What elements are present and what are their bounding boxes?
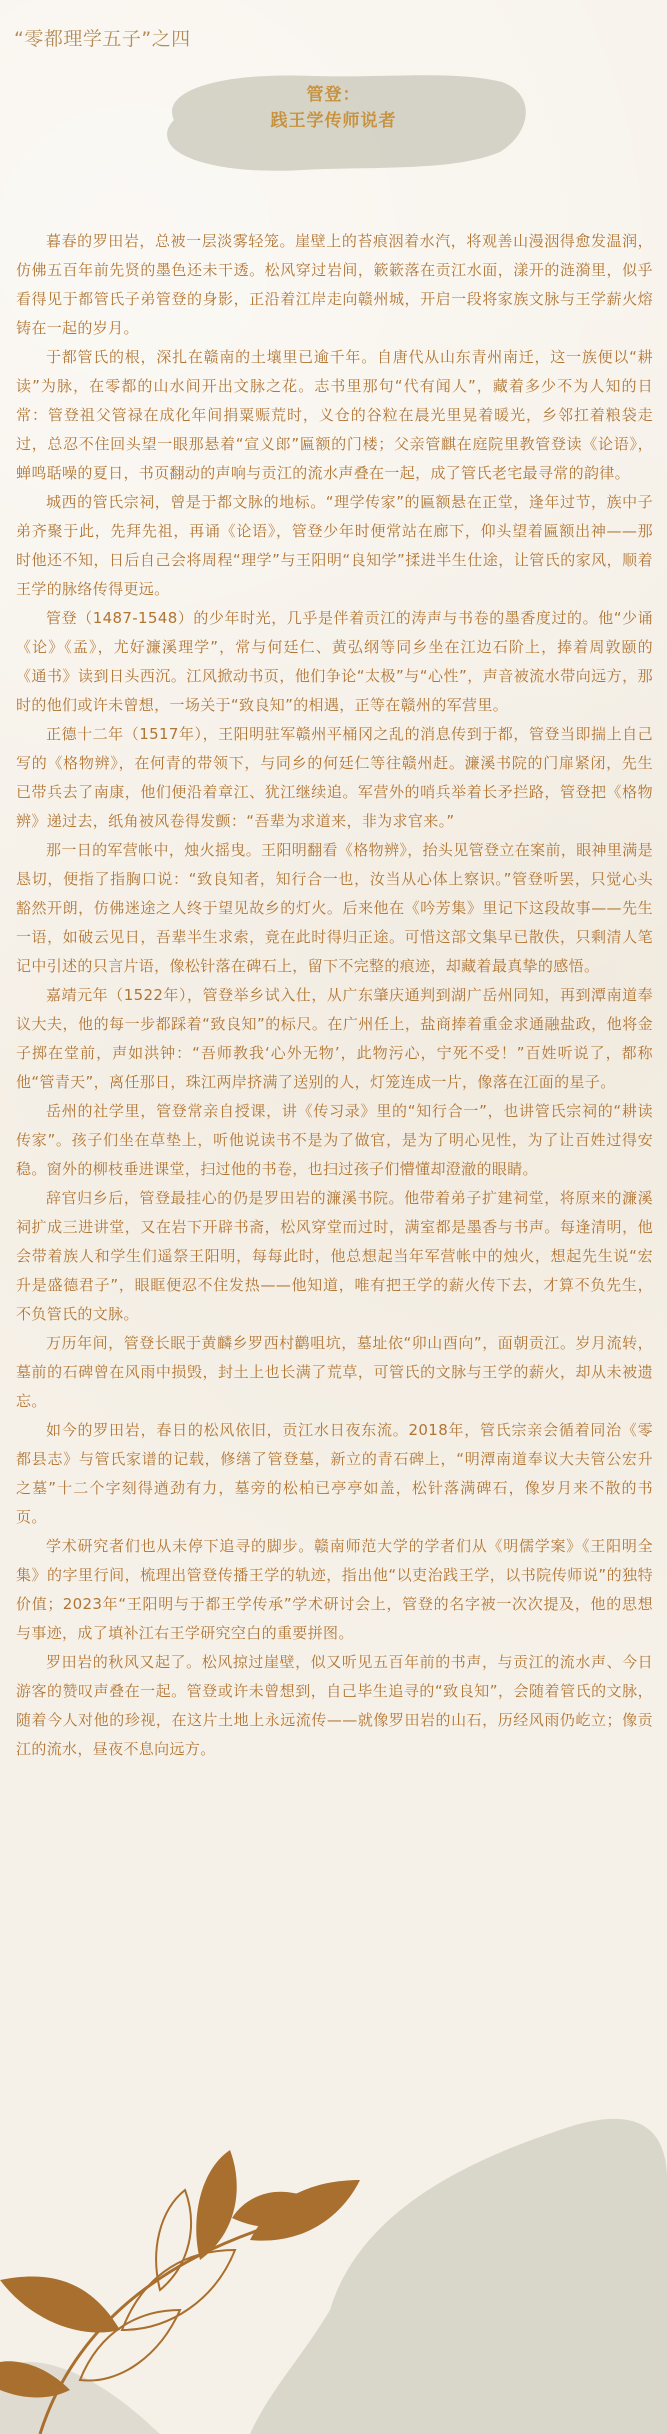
paragraph: 暮春的罗田岩，总被一层淡雾轻笼。崖壁上的苔痕洇着水汽，将观善山漫洇得愈发温润，仿佛五百年前先贤的墨色还未干透。松风穿过岩间，簌簌落在贡江水面，漾开的涟漪里，似乎看得见于都管氏子弟管登的身影，正沿着江岸走向赣州城，开启一段将家族文脉与王学薪火熔铸在一起的岁月。 bbox=[16, 232, 653, 337]
grey-ink-blob-small bbox=[0, 2362, 160, 2434]
paragraph: 万历年间，管登长眠于黄麟乡罗西村鹳咀坑，墓址依“卯山酉向”，面朝贡江。岁月流转，墓前的石碑曾在风雨中损毁，封土上也长满了荒草，可管氏的文脉与王学的薪火，却从未被遗忘。 bbox=[16, 1334, 653, 1410]
series-title: “零都理学五子”之四 bbox=[14, 28, 191, 50]
title-line-subtitle: 践王学传师说者 bbox=[270, 111, 397, 131]
paragraph: 罗田岩的秋风又起了。松风掠过崖壁，似又听见五百年前的书声，与贡江的流水声、今日游客的赞叹声叠在一起。管登或许未曾想到，自己毕生追寻的“致良知”，会随着管氏的文脉，随着今人对他的珍视，在这片土地上永远流传——就像罗田岩的山石，历经风雨仍屹立；像贡江的流水，昼夜不息向远方。 bbox=[16, 1653, 653, 1758]
article-title bbox=[0, 82, 667, 134]
grey-ink-blob bbox=[250, 2119, 667, 2434]
article-body bbox=[16, 227, 653, 1764]
paragraph: 城西的管氏宗祠，曾是于都文脉的地标。“理学传家”的匾额悬在正堂，逢年过节，族中子弟齐聚于此，先拜先祖，再诵《论语》，管登少年时便常站在廊下，仰头望着匾额出神——那时他还不知，日后自己会将周程“理学”与王阳明“良知学”揉进半生仕途，让管氏的家风，顺着王学的脉络传得更远。 bbox=[16, 493, 653, 598]
paragraph: 如今的罗田岩，春日的松风依旧，贡江水日夜东流。2018年，管氏宗亲会循着同治《零都县志》与管氏家谱的记载，修缮了管登墓，新立的青石碑上，“明潭南道奉议大夫管公宏升之墓”十二个字刻得遒劲有力，墓旁的松柏已亭亭如盖，松针落满碑石，像岁月来不散的书页。 bbox=[16, 1421, 653, 1526]
paragraph: 于都管氏的根，深扎在赣南的土壤里已逾千年。自唐代从山东青州南迁，这一族便以“耕读”为脉，在零都的山水间开出文脉之花。志书里那句“代有闻人”，藏着多少不为人知的日常：管登祖父管禄在成化年间捐粟赈荒时，义仓的谷粒在晨光里晃着暖光，乡邻扛着粮袋走过，总忍不住回头望一眼那悬着“宣义郎”匾额的门楼；父亲管麒在庭院里教管登读《论语》，蝉鸣聒噪的夏日，书页翻动的声响与贡江的流水声叠在一起，成了管氏老宅最寻常的韵律。 bbox=[16, 348, 653, 482]
paragraph: 嘉靖元年（1522年），管登举乡试入仕，从广东肇庆通判到湖广岳州同知，再到潭南道奉议大夫，他的每一步都踩着“致良知”的标尺。在广州任上，盐商捧着重金求通融盐政，他将金子掷在堂前，声如洪钟：“吾师教我‘心外无物’，此物污心，宁死不受！”百姓听说了，都称他“管青天”，离任那日，珠江两岸挤满了送别的人，灯笼连成一片，像落在江面的星子。 bbox=[16, 986, 653, 1091]
title-line-name: 管登： bbox=[306, 85, 361, 105]
paragraph: 岳州的社学里，管登常亲自授课，讲《传习录》里的“知行合一”，也讲管氏宗祠的“耕读传家”。孩子们坐在草垫上，听他说读书不是为了做官，是为了明心见性，为了让百姓过得安稳。窗外的柳枝垂进课堂，扫过他的书卷，也扫过孩子们懵懂却澄澈的眼睛。 bbox=[16, 1102, 653, 1178]
paragraph: 那一日的军营帐中，烛火摇曳。王阳明翻看《格物辨》，抬头见管登立在案前，眼神里满是恳切，便指了指胸口说：“致良知者，知行合一也，汝当从心体上察识。”管登听罢，只觉心头豁然开朗，仿佛迷途之人终于望见故乡的灯火。后来他在《吟芳集》里记下这段故事——先生一语，如破云见日，吾辈半生求索，竟在此时得归正途。可惜这部文集早已散佚，只剩清人笔记中引述的只言片语，像松针落在碑石上，留下不完整的痕迹，却藏着最真挚的感悟。 bbox=[16, 841, 653, 975]
paragraph: 辞官归乡后，管登最挂心的仍是罗田岩的濂溪书院。他带着弟子扩建祠堂，将原来的濂溪祠扩成三进讲堂，又在岩下开辟书斋，松风穿堂而过时，满室都是墨香与书声。每逢清明，他会带着族人和学生们遥祭王阳明，每每此时，他总想起当年军营帐中的烛火，想起先生说“宏升是盛德君子”，眼眶便忍不住发热——他知道，唯有把王学的薪火传下去，才算不负先生，不负管氏的文脉。 bbox=[16, 1189, 653, 1323]
paragraph: 正德十二年（1517年），王阳明驻军赣州平桶冈之乱的消息传到于都，管登当即揣上自己写的《格物辨》，在何青的带领下，与同乡的何廷仁等往赣州赶。濂溪书院的门扉紧闭，先生已带兵去了南康，他们便沿着章江、犹江继续追。军营外的哨兵举着长矛拦路，管登把《格物辨》递过去，纸角被风卷得发颤：“吾辈为求道来，非为求官来。” bbox=[16, 725, 653, 830]
leaf-icon bbox=[0, 2150, 360, 2434]
paragraph: 管登（1487-1548）的少年时光，几乎是伴着贡江的涛声与书卷的墨香度过的。他“少诵《论》《孟》，尤好濂溪理学”，常与何廷仁、黄弘纲等同乡坐在江边石阶上，捧着周敦颐的《通书》读到日头西沉。江风掀动书页，他们争论“太极”与“心性”，声音被流水带向远方，那时的他们或许未曾想，一场关于“致良知”的相遇，正等在赣州的军营里。 bbox=[16, 609, 653, 714]
leaf-branch-decoration bbox=[0, 2040, 667, 2434]
paragraph: 学术研究者们也从未停下追寻的脚步。赣南师范大学的学者们从《明儒学案》《王阳明全集》的字里行间，梳理出管登传播王学的轨迹，指出他“以吏治践王学，以书院传师说”的独特价值；2023年“王阳明与于都王学传承”学术研讨会上，管登的名字被一次次提及，他的思想与事迹，成了填补江右王学研究空白的重要拼图。 bbox=[16, 1537, 653, 1642]
